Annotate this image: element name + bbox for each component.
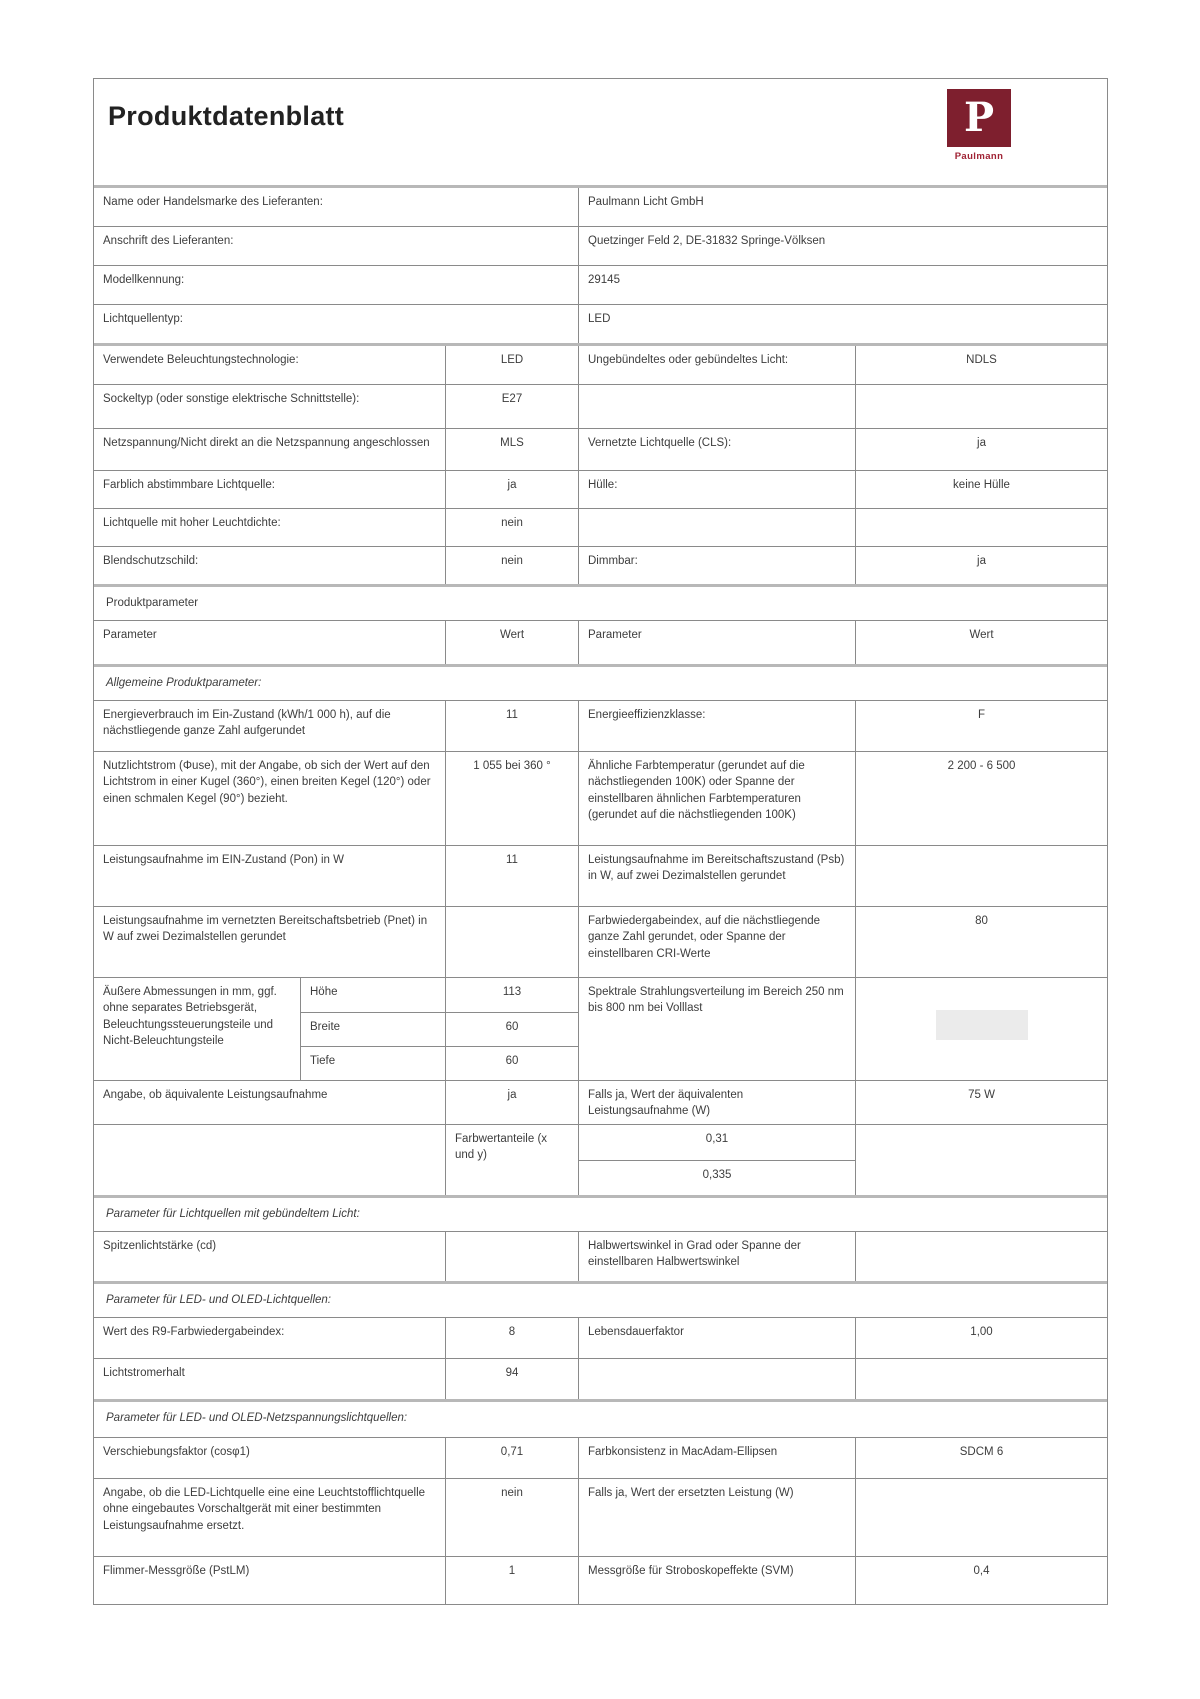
- param-label: Name oder Handelsmarke des Lieferanten:: [103, 196, 323, 208]
- param-value: 1: [445, 1557, 578, 1604]
- table-row: [94, 1437, 1107, 1478]
- dimension-name: Breite: [300, 1012, 445, 1046]
- param-value: 0,335: [578, 1160, 855, 1195]
- param-value: [855, 1479, 1107, 1556]
- logo-letter: P: [963, 94, 995, 141]
- param-value: nein: [445, 547, 578, 584]
- param-value: ja: [445, 1081, 578, 1124]
- param-value: Quetzinger Feld 2, DE-31832 Springe-Völksen: [578, 227, 1107, 265]
- table-row: [94, 845, 1107, 906]
- table-row: [94, 265, 1107, 304]
- param-value: 1 055 bei 360 °: [445, 752, 578, 845]
- section-title: Produktparameter: [94, 584, 1107, 620]
- dimension-value: 113: [445, 978, 578, 1012]
- chromaticity-row: [94, 1124, 1107, 1195]
- table-row: [94, 1231, 1107, 1281]
- column-header: Parameter: [103, 629, 157, 641]
- param-value: 0,71: [445, 1438, 578, 1478]
- param-value: ja: [445, 471, 578, 508]
- param-label: Spitzenlichtstärke (cd): [103, 1240, 217, 1252]
- table-row: [94, 1358, 1107, 1399]
- param-label: Falls ja, Wert der äquivalenten Leistungsaufnahme (W): [578, 1081, 855, 1124]
- param-value: Paulmann Licht GmbH: [578, 188, 1107, 226]
- param-label: Anschrift des Lieferanten:: [103, 235, 234, 247]
- table-row: [94, 428, 1107, 470]
- param-label: Angabe, ob die LED-Lichtquelle eine eine Leuchtstofflichtquelle ohne eingebautes Vorschaltgerät mit einer bestimmten Leistungsaufnahme ersetzt.: [103, 1487, 426, 1532]
- paulmann-logo-icon: [947, 89, 1011, 147]
- param-value: SDCM 6: [855, 1438, 1107, 1478]
- column-header: Wert: [855, 621, 1107, 664]
- param-label: Leistungsaufnahme im vernetzten Bereitschaftsbetrieb (Pnet) in W auf zwei Dezimalstellen gerundet: [103, 915, 428, 944]
- column-header: Wert: [445, 621, 578, 664]
- table-row: [94, 470, 1107, 508]
- paulmann-logo: [947, 89, 1011, 163]
- param-label: Modellkennung:: [103, 274, 185, 286]
- param-label: Farblich abstimmbare Lichtquelle:: [103, 479, 275, 491]
- param-label: Halbwertswinkel in Grad oder Spanne der einstellbaren Halbwertswinkel: [578, 1232, 855, 1281]
- param-label: Flimmer-Messgröße (PstLM): [103, 1565, 250, 1577]
- param-value: [855, 1359, 1107, 1399]
- empty-cell: [94, 1125, 445, 1195]
- param-value: nein: [445, 1479, 578, 1556]
- param-value: 2 200 - 6 500: [855, 752, 1107, 845]
- section-title: Parameter für LED- und OLED-Netzspannungslichtquellen:: [94, 1399, 1107, 1437]
- param-label: Farbwertanteile (x und y): [445, 1125, 578, 1195]
- param-label: [578, 385, 855, 428]
- param-label: Messgröße für Stroboskopeffekte (SVM): [578, 1557, 855, 1604]
- param-label: Wert des R9-Farbwiedergabeindex:: [103, 1326, 285, 1338]
- param-label: Hülle:: [578, 471, 855, 508]
- param-label: Netzspannung/Nicht direkt an die Netzspannung angeschlossen: [103, 437, 430, 449]
- dimension-value: 60: [445, 1012, 578, 1046]
- param-value: [855, 509, 1107, 546]
- dimension-name: Tiefe: [300, 1046, 445, 1080]
- param-label: Blendschutzschild:: [103, 555, 199, 567]
- param-label: Leistungsaufnahme im Bereitschaftszustand (Psb) in W, auf zwei Dezimalstellen gerundet: [578, 846, 855, 906]
- table-row: [94, 906, 1107, 977]
- param-label: Verwendete Beleuchtungstechnologie:: [103, 354, 299, 366]
- table-row: [94, 508, 1107, 546]
- param-label: Lichtquellentyp:: [103, 313, 183, 325]
- table-row: [94, 1317, 1107, 1358]
- param-value: [855, 846, 1107, 906]
- param-value: LED: [578, 305, 1107, 343]
- param-value: MLS: [445, 429, 578, 470]
- datasheet-header: [94, 79, 1107, 185]
- param-label: Verschiebungsfaktor (cosφ1): [103, 1446, 250, 1458]
- param-value: ja: [855, 547, 1107, 584]
- param-label: Sockeltyp (oder sonstige elektrische Schnittstelle):: [103, 393, 360, 405]
- param-value: keine Hülle: [855, 471, 1107, 508]
- page-title: Produktdatenblatt: [108, 101, 345, 131]
- param-label: Energieeffizienzklasse:: [578, 701, 855, 751]
- table-row: [94, 700, 1107, 751]
- param-label: Spektrale Strahlungsverteilung im Bereich 250 nm bis 800 nm bei Volllast: [578, 978, 855, 1080]
- dimensions-row: [94, 977, 1107, 1080]
- param-value: F: [855, 701, 1107, 751]
- param-value: ja: [855, 429, 1107, 470]
- param-label: Lichtstromerhalt: [103, 1367, 185, 1379]
- spectral-distribution-cell: [855, 978, 1107, 1080]
- param-value: nein: [445, 509, 578, 546]
- param-label: Falls ja, Wert der ersetzten Leistung (W): [578, 1479, 855, 1556]
- param-value: 29145: [578, 266, 1107, 304]
- param-label: Energieverbrauch im Ein-Zustand (kWh/1 000 h), auf die nächstliegende ganze Zahl aufgerundet: [103, 709, 391, 738]
- table-row: [94, 343, 1107, 384]
- param-label: Vernetzte Lichtquelle (CLS):: [578, 429, 855, 470]
- section-title: Allgemeine Produktparameter:: [94, 664, 1107, 700]
- param-label: Äußere Abmessungen in mm, ggf. ohne separates Betriebsgerät, Beleuchtungssteuerungsteile und Nicht-Beleuchtungsteile: [103, 986, 277, 1047]
- param-value: NDLS: [855, 346, 1107, 384]
- param-value: 11: [445, 701, 578, 751]
- table-row: [94, 751, 1107, 845]
- table-row: [94, 1478, 1107, 1556]
- param-label: Leistungsaufnahme im EIN-Zustand (Pon) in W: [103, 854, 344, 866]
- param-value: LED: [445, 346, 578, 384]
- brand-label: Paulmann: [954, 151, 1004, 162]
- empty-cell: [855, 1125, 1107, 1195]
- param-label: Lichtquelle mit hoher Leuchtdichte:: [103, 517, 281, 529]
- param-value: [445, 1232, 578, 1281]
- param-value: 75 W: [855, 1081, 1107, 1124]
- table-row: [94, 546, 1107, 584]
- column-header: Parameter: [578, 621, 855, 664]
- param-label: Lebensdauerfaktor: [578, 1318, 855, 1358]
- param-label: [578, 509, 855, 546]
- param-value: 1,00: [855, 1318, 1107, 1358]
- param-value: 0,4: [855, 1557, 1107, 1604]
- param-label: Ähnliche Farbtemperatur (gerundet auf die nächstliegenden 100K) oder Spanne der einstellbaren ähnlichen Farbtemperaturen (gerundet auf die nächstliegenden 100K): [578, 752, 855, 845]
- param-value: 11: [445, 846, 578, 906]
- table-header-row: [94, 620, 1107, 664]
- product-datasheet: [93, 78, 1108, 1605]
- section-title: Parameter für LED- und OLED-Lichtquellen:: [94, 1281, 1107, 1317]
- param-value: 0,31: [578, 1125, 855, 1160]
- param-label: Farbwiedergabeindex, auf die nächstliegende ganze Zahl gerundet, oder Spanne der einstellbaren CRI-Werte: [578, 907, 855, 977]
- table-row: [94, 1556, 1107, 1604]
- dimension-value: 60: [445, 1046, 578, 1080]
- table-row: [94, 185, 1107, 226]
- spectral-distribution-image: [936, 1010, 1028, 1040]
- table-row: [94, 304, 1107, 343]
- dimension-name: Höhe: [300, 978, 445, 1012]
- param-value: [855, 385, 1107, 428]
- param-label: Nutzlichtstrom (Φuse), mit der Angabe, ob sich der Wert auf den Lichtstrom in einer Kugel (360°), einen breiten Kegel (120°) oder einen schmalen Kegel (90°) bezieht.: [103, 760, 431, 805]
- param-value: [445, 907, 578, 977]
- param-value: E27: [445, 385, 578, 428]
- param-value: 80: [855, 907, 1107, 977]
- param-label: Farbkonsistenz in MacAdam-Ellipsen: [578, 1438, 855, 1478]
- table-row: [94, 226, 1107, 265]
- param-value: [855, 1232, 1107, 1281]
- table-row: [94, 384, 1107, 428]
- param-value: 8: [445, 1318, 578, 1358]
- param-label: Ungebündeltes oder gebündeltes Licht:: [578, 346, 855, 384]
- param-value: 94: [445, 1359, 578, 1399]
- param-label: Dimmbar:: [578, 547, 855, 584]
- param-label: [578, 1359, 855, 1399]
- section-title: Parameter für Lichtquellen mit gebündeltem Licht:: [94, 1195, 1107, 1231]
- param-label: Angabe, ob äquivalente Leistungsaufnahme: [103, 1089, 328, 1101]
- table-row: [94, 1080, 1107, 1124]
